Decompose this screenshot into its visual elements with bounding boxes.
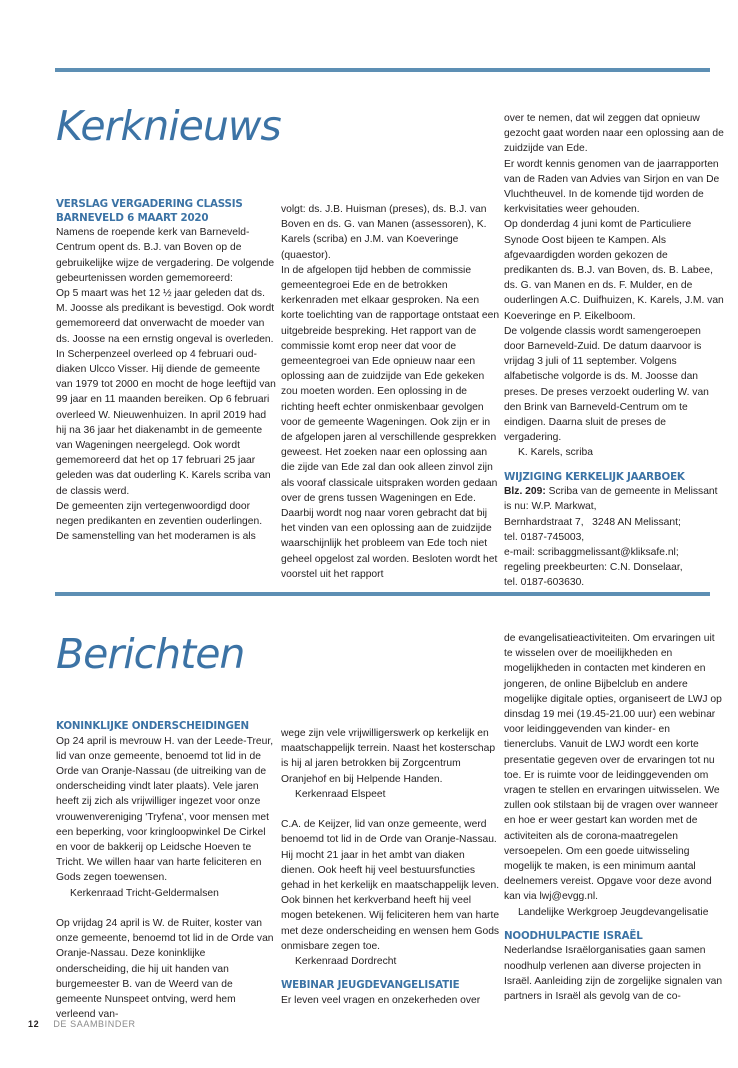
article-heading-onderscheidingen: KONINKLIJKE ONDERSCHEIDINGEN [56, 720, 249, 732]
paragraph: In Scherpenzeel overleed op 4 februari oud-diaken Ulcco Visser. Hij diende de gemeente van 1979 tot 2000 en mocht de hoge leeftijd van 99 jaar en 11 maanden bereiken. Op 6 februari overleed W. Nieuwenhuizen. In april 2019 had hij na 36 jaar het diakenambt in de gemeente van Wageningen neergelegd. Ook wordt gememoreerd dat het op 17 februari 25 jaar geleden was dat ouderling K. Karels scriba van de classis werd. [56, 348, 276, 497]
phone-line: tel. 0187-745003, [504, 531, 585, 543]
page-reference: Blz. 209: [504, 486, 546, 498]
email-line: e-mail: scribaggmelissant@kliksafe.nl; [504, 547, 679, 559]
paragraph: wege zijn vele vrijwilligerswerk op kerkelijk en maatschappelijk terrein. Naast het kosterschap is hij al jaren betrokken bij Zorgcentrum Oranjehof en bij Helpende Handen. [281, 728, 496, 785]
signature: Kerkenraad Elspeet [295, 788, 386, 800]
signature: Kerkenraad Dordrecht [295, 956, 397, 968]
section-title-berichten: Berichten [56, 630, 245, 678]
paragraph: Er wordt kennis genomen van de jaarrapporten van de Raden van Advies van Sirjon en van De Vluchtheuvel. In de komende tijd worden de kerkvisitaties weer gehouden. [504, 158, 720, 216]
top-rule [55, 68, 710, 72]
paragraph: In de afgelopen tijd hebben de commissie gemeentegroei Ede en de betrokken kerkenraden met elkaar gesproken. Na een korte toelichting van de rapportage ontstaat een uitgebreide bespreking. Het rapport van de commissie komt erop neer dat voor de gemeentegroei van Ede opnieuw naar een oplossing aan de zuidzijde van Ede gekeken zou moeten worden. Een oplossing in de richting heeft echter onmiskenbaar gevolgen voor de gemeente Wageningen. Ook zijn er in de afgelopen jaren al verschillende gesprekken geweest. Het zoeken naar een oplossing aan die zijde van Ede zal dan ook alleen zinvol zijn als vooraf classicale uitspraken worden gedaan over de grens tussen Wageningen en Ede. Daarbij wordt nog naar voren gebracht dat bij het vinden van een oplossing aan de zuidzijde waarschijnlijk het probleem van Ede toch niet geheel opgelost zal worden. Besloten wordt het voorstel uit het rapport [281, 264, 500, 580]
paragraph: Op donderdag 4 juni komt de Particuliere Synode Oost bijeen te Kampen. Als afgevaardigden worden gekozen de predikanten ds. B.J. van Boven, ds. B. Labee, ds. G. van Manen en ds. F. Mulder, en de ouderlingen A.C. Duifhuizen, K. Karels, J.M. van Koeveringe en P. Eikelboom. [504, 219, 724, 322]
paragraph: Nederlandse Israëlorganisaties gaan samen noodhulp verlenen aan diverse projecten in Israël. Aanleiding zijn de zorgelijke signalen van partners in Israël als gevolg van de co- [504, 945, 723, 1003]
berichten-column-3 [504, 631, 724, 1004]
paragraph: Er leven veel vragen en onzekerheden over [281, 994, 481, 1006]
berichten-column-1 [56, 720, 276, 1022]
address-line: Bernhardstraat 7, 3248 AN Melissant; [504, 516, 681, 528]
paragraph: De volgende classis wordt samengeroepen door Barneveld-Zuid. De datum daarvoor is vrijdag 3 juli of 11 september. Volgens alfabetische volgorde is ds. M. Joosse dan preses. De preses verzoekt ouderling W. van den Brink van Barneveld-Centrum om te eindigen. Daarna sluit de preses de vergadering. [504, 325, 709, 444]
berichten-column-2 [281, 726, 501, 1008]
paragraph: Namens de roepende kerk van Barneveld-Centrum opent ds. B.J. van Boven op de gebruikelijke wijze de vergadering. De volgende gebeurtenissen worden gememoreerd: [56, 227, 275, 284]
paragraph: Op 24 april is mevrouw H. van der Leede-Treur, lid van onze gemeente, benoemd tot lid in de Orde van Oranje-Nassau (de uitreiking van de onderscheiding vindt later plaats). Vele jaren heeft zij zich als vrijwilliger ingezet voor onze vrouwenvereniging 'Tryfena', voor mensen met een beperking, voor kringloopwinkel De Cirkel en voor de bakkerij op Leidsche Hoeven te Tricht. We willen haar van harte feliciteren en Gods zegen toewensen. [56, 735, 274, 884]
signature: Landelijke Werkgroep Jeugdevangelisatie [518, 906, 709, 918]
kerknieuws-column-3 [504, 111, 724, 591]
paragraph: Op 5 maart was het 12 ½ jaar geleden dat ds. M. Joosse als predikant is bevestigd. Ook wordt gememoreerd dat onverwacht de moeder van ds. Joosse na een ernstig ongeval is overleden. [56, 288, 275, 345]
paragraph: C.A. de Keijzer, lid van onze gemeente, werd benoemd tot lid in de Orde van Oranje-Nassau. Hij mocht 21 jaar in het ambt van diaken dienen. Ook heeft hij veel bestuursfuncties gehad in het kerkelijk en maatschappelijk leven. Ook binnen het kerkverband heeft hij veel mogen betekenen. Wij feliciteren hem van harte met deze onderscheiding en wensen hem Gods onmisbare zegen toe. [281, 819, 500, 952]
signature: Kerkenraad Tricht-Geldermalsen [70, 887, 219, 899]
paragraph: Op vrijdag 24 april is W. de Ruiter, koster van onze gemeente, benoemd tot lid in de Orde van Oranje-Nassau. Deze koninklijke onderscheiding, die hij uit handen van burgemeester B. van de Weerd van de gemeente Nunspeet ontving, werd hem verleend van- [56, 918, 274, 1021]
article-heading-classis: VERSLAG VERGADERING CLASSIS BARNEVELD 6 MAART 2020 [56, 198, 243, 224]
signature: K. Karels, scriba [518, 447, 593, 459]
paragraph: over te nemen, dat wil zeggen dat opnieuw gezocht gaat worden naar een oplossing aan de zuidzijde van Ede. [504, 113, 724, 155]
paragraph: volgt: ds. J.B. Huisman (preses), ds. B.J. van Boven en ds. G. van Manen (assessoren), K. Karels (scriba) en J.M. van Koeveringe (quaestor). [281, 204, 487, 261]
paragraph: De gemeenten zijn vertegenwoordigd door negen predikanten en zeventien ouderlingen. De samenstelling van het moderamen is als [56, 500, 263, 543]
section-rule [55, 592, 710, 596]
phone-line: tel. 0187-603630. [504, 577, 585, 589]
jaarboek-intro: Scriba van de gemeente in Melissant is nu: W.P. Markwat, [504, 486, 718, 513]
page-footer [28, 1019, 136, 1029]
article-heading-jaarboek: WIJZIGING KERKELIJK JAARBOEK [504, 470, 685, 483]
publication-name: DE SAAMBINDER [53, 1019, 136, 1029]
paragraph: de evangelisatieactiviteiten. Om ervaringen uit te wisselen over de moeilijkheden en mogelijkheden in contacten met kinderen en jongeren, de online Bijbelclub en andere mogelijke digitale opties, organiseert de LWJ op dinsdag 19 mei (19.45-21.00 uur) een webinar voor leidinggevenden van kinder- en tienerclubs. Vanuit de LWJ wordt een korte presentatie gegeven over de ervaringen tot nu toe. Er is ruimte voor de leidinggevenden om vragen te stellen en ervaringen uitwisselen. We zullen ook stilstaan bij de vragen over wanneer en hoe er weer gestart kan worden met de activiteiten als de corona-maatregelen versoepelen. Om een goede uitwisseling mogelijk te maken, is een minimum aantal deelnemers vereist. Opgave voor deze avond kan via lwj@evgg.nl. [504, 633, 722, 903]
paragraph [504, 484, 724, 514]
kerknieuws-column-2 [281, 202, 501, 582]
section-title-kerknieuws: Kerknieuws [56, 102, 281, 150]
page-number: 12 [28, 1019, 40, 1029]
article-heading-noodhulp: NOODHULPACTIE ISRAËL [504, 929, 643, 942]
kerknieuws-column-1 [56, 198, 276, 544]
preekbeurten-line: regeling preekbeurten: C.N. Donselaar, [504, 562, 683, 574]
article-heading-webinar: WEBINAR JEUGDEVANGELISATIE [281, 979, 460, 992]
